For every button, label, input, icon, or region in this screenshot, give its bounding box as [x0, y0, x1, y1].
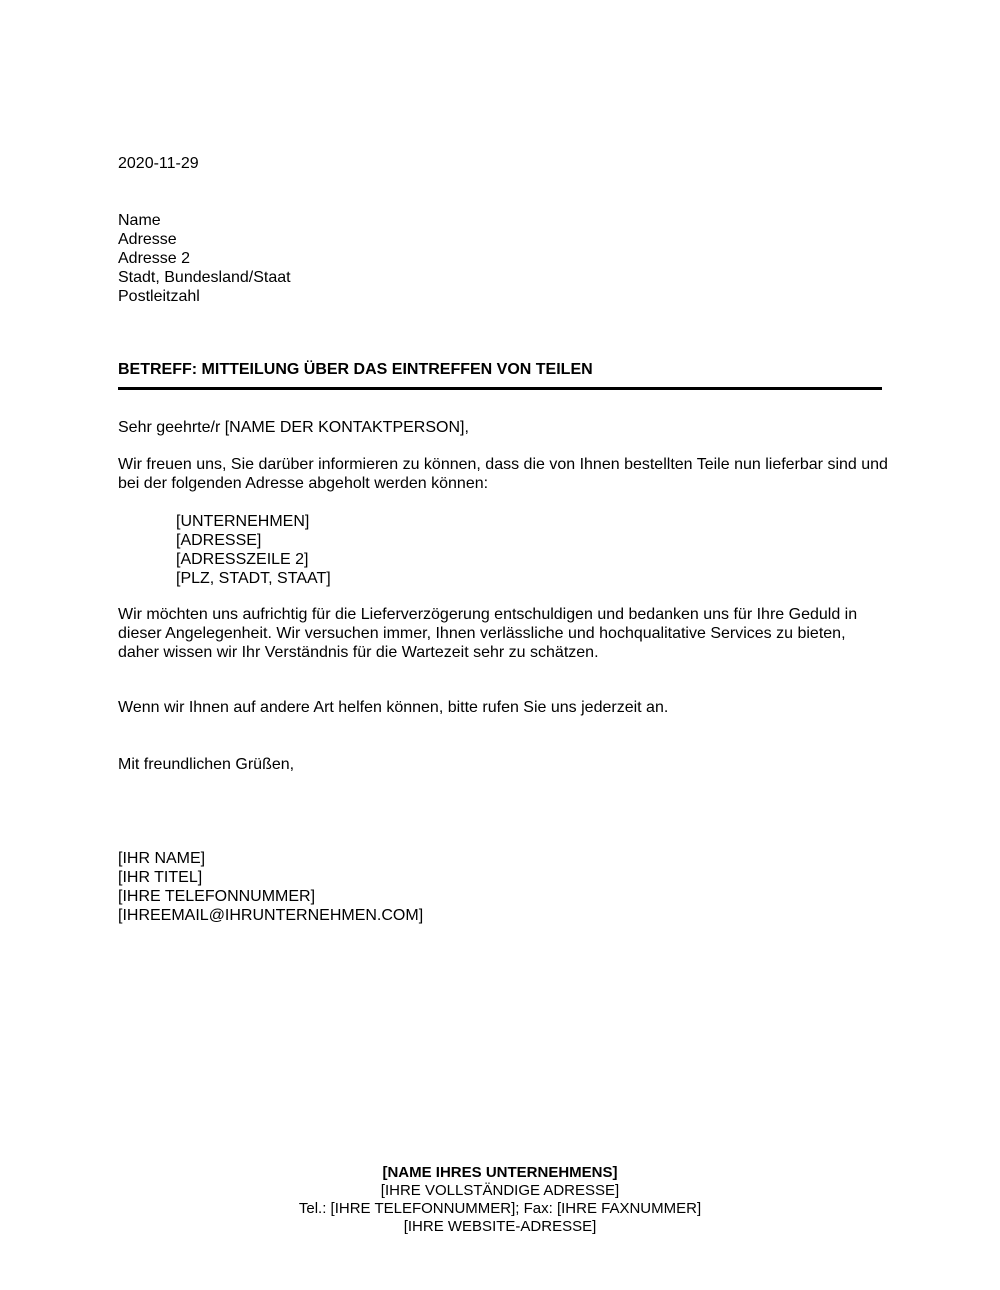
recipient-address: [118, 211, 888, 306]
recipient-address-line2: Adresse 2: [118, 250, 191, 267]
pickup-zip-city-state: [PLZ, STADT, STAAT]: [176, 570, 331, 587]
body-paragraph-1: Wir freuen uns, Sie darüber informieren zu können, dass die von Ihnen bestellten Teile nun lieferbar sind und bei der folgenden Adresse abgeholt werden können:: [118, 456, 888, 492]
signature-email: [IHREEMAIL@IHRUNTERNEHMEN.COM]: [118, 907, 424, 924]
pickup-address: [176, 512, 946, 588]
recipient-address-line1: Adresse: [118, 231, 177, 248]
body-paragraph-3: Wenn wir Ihnen auf andere Art helfen können, bitte rufen Sie uns jederzeit an.: [118, 699, 669, 716]
recipient-city-state: Stadt, Bundesland/Staat: [118, 269, 291, 286]
pickup-address-line1: [ADRESSE]: [176, 532, 262, 549]
footer-website: [IHRE WEBSITE-ADRESSE]: [403, 1218, 597, 1235]
signature-name: [IHR NAME]: [118, 850, 206, 867]
signature-block: [118, 849, 888, 925]
subject-line: BETREFF: MITTEILUNG ÜBER DAS EINTREFFEN VON TEILEN: [118, 360, 882, 390]
closing: Mit freundlichen Grüßen,: [118, 756, 295, 773]
recipient-name: Name: [118, 212, 161, 229]
salutation: Sehr geehrte/r [NAME DER KONTAKTPERSON],: [118, 419, 469, 436]
footer-contact: Tel.: [IHRE TELEFONNUMMER]; Fax: [IHRE FAXNUMMER]: [298, 1200, 702, 1217]
recipient-postal-code: Postleitzahl: [118, 288, 200, 305]
letter-date: 2020-11-29: [118, 155, 199, 172]
pickup-company: [UNTERNEHMEN]: [176, 513, 310, 530]
body-paragraph-2: Wir möchten uns aufrichtig für die Lieferverzögerung entschuldigen und bedanken uns für Ihre Geduld in dieser Angelegenheit. Wir versuchen immer, Ihnen verlässliche und hochqualitative Services zu bieten, daher wissen wir Ihr Verständnis für die Wartezeit sehr zu schätzen.: [118, 606, 858, 661]
footer-company-name: [NAME IHRES UNTERNEHMENS]: [382, 1164, 618, 1181]
signature-phone: [IHRE TELEFONNUMMER]: [118, 888, 316, 905]
signature-title: [IHR TITEL]: [118, 869, 203, 886]
footer-address: [IHRE VOLLSTÄNDIGE ADRESSE]: [380, 1182, 620, 1199]
pickup-address-line2: [ADRESSZEILE 2]: [176, 551, 309, 568]
letter-footer: [0, 1164, 1000, 1236]
